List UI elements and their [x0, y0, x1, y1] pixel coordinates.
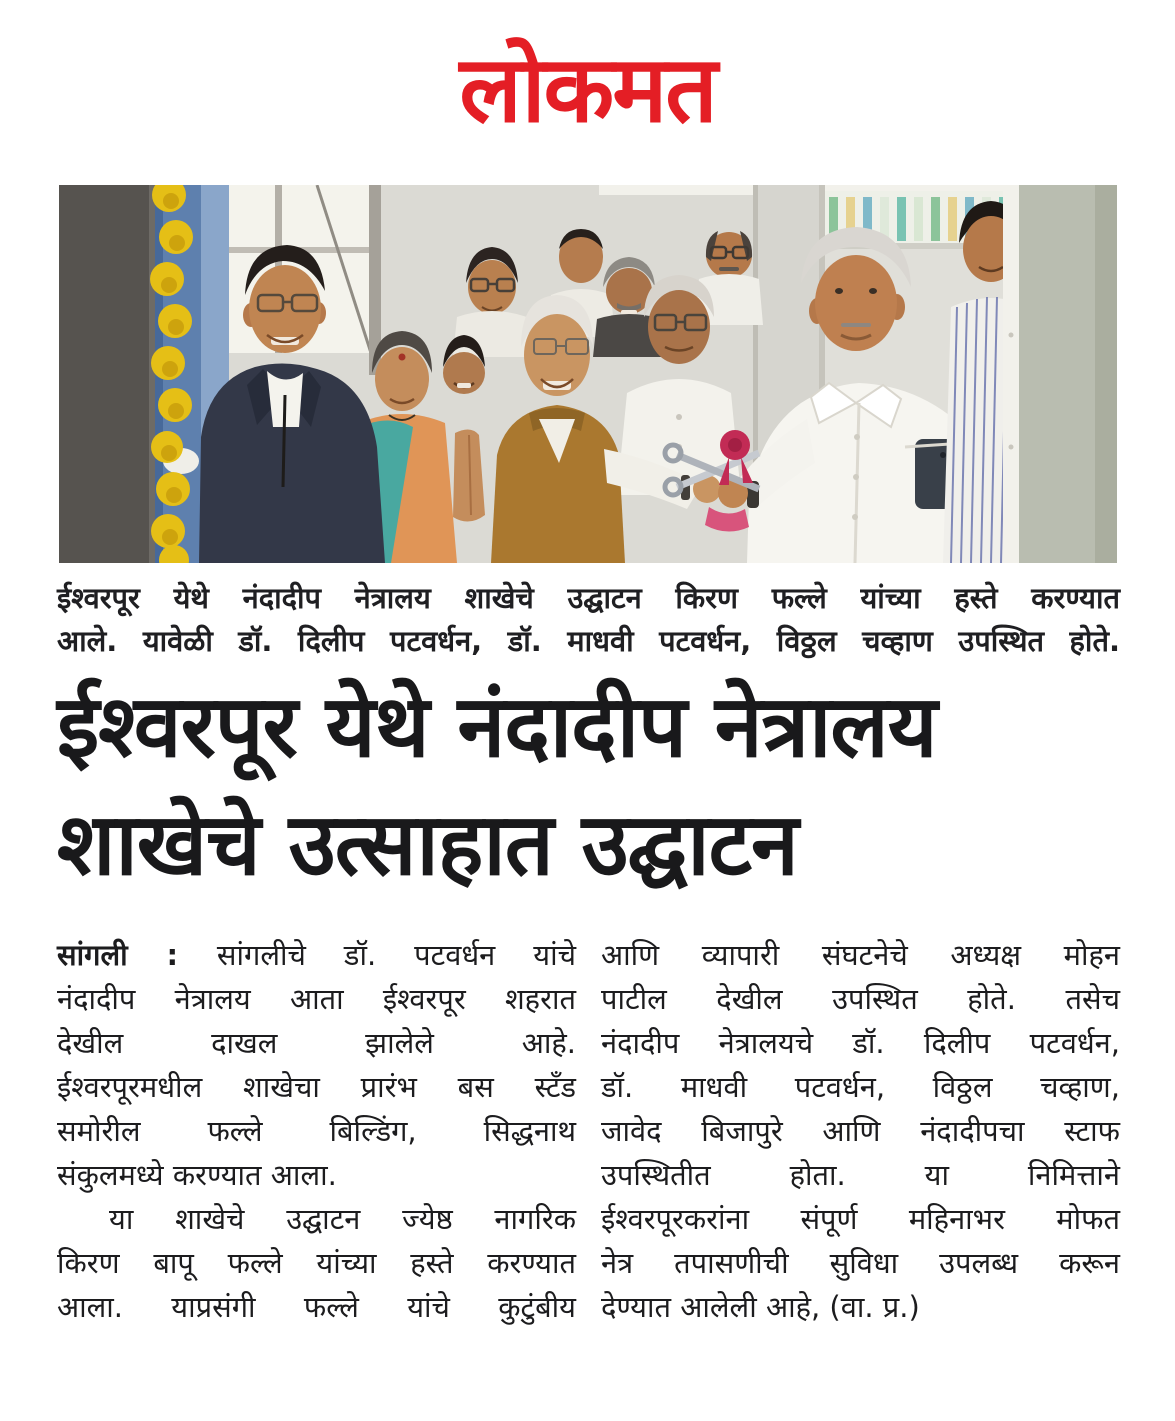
body-text: जावेद बिजापुरे आणि नंदादीपचा स्टाफ — [601, 1114, 1120, 1148]
body-text: नंदादीप नेत्रालयचे डॉ. दिलीप पटवर्धन, — [601, 1026, 1120, 1060]
body-text: ईश्वरपूरमधील शाखेचा प्रारंभ बस स्टँड — [57, 1070, 576, 1104]
body-text: देखील दाखल झालेले आहे. — [57, 1026, 576, 1060]
body-text: सांगलीचे डॉ. पटवर्धन यांचे — [216, 938, 576, 972]
body-text-line — [57, 1197, 576, 1241]
body-text-line — [601, 1197, 1120, 1241]
dateline: सांगली : — [57, 938, 217, 972]
caption-line: ईश्वरपूर येथे नंदादीप नेत्रालय शाखेचे उद्घाटन किरण फल्ले यांच्या हस्ते करण्यात — [57, 581, 1120, 615]
body-text: देण्यात आलेली आहे, (वा. प्र.) — [601, 1290, 920, 1324]
article-headline — [57, 668, 1120, 904]
body-text-line — [601, 1241, 1120, 1285]
body-text: नंदादीप नेत्रालय आता ईश्वरपूर शहरात — [57, 982, 576, 1016]
lokmat-logo: लोकमत — [459, 36, 716, 143]
article-photo — [59, 185, 1117, 563]
photo-illustration — [59, 185, 1117, 563]
body-column-right — [601, 933, 1120, 1329]
body-text: डॉ. माधवी पटवर्धन, विठ्ठल चव्हाण, — [601, 1070, 1120, 1104]
body-text-line — [601, 977, 1120, 1021]
body-text: आला. याप्रसंगी फल्ले यांचे कुटुंबीय — [57, 1290, 576, 1324]
photo-caption — [57, 577, 1120, 663]
body-text: उपस्थितीत होता. या निमित्ताने — [601, 1158, 1120, 1192]
body-text-line — [57, 1153, 576, 1197]
body-text: ईश्वरपूरकरांना संपूर्ण महिनाभर मोफत — [601, 1202, 1120, 1236]
body-text: पाटील देखील उपस्थित होते. तसेच — [601, 982, 1120, 1016]
body-text: आणि व्यापारी संघटनेचे अध्यक्ष मोहन — [601, 938, 1120, 972]
body-text: समोरील फल्ले बिल्डिंग, सिद्धनाथ — [57, 1114, 576, 1148]
body-text-line — [57, 1241, 576, 1285]
body-text: किरण बापू फल्ले यांच्या हस्ते करण्यात — [57, 1246, 576, 1280]
body-text-line — [57, 1065, 576, 1109]
body-text-line — [601, 1153, 1120, 1197]
body-text: नेत्र तपासणीची सुविधा उपलब्ध करून — [601, 1246, 1120, 1280]
headline-line: ईश्वरपूर येथे नंदादीप नेत्रालय — [57, 677, 937, 777]
body-text-line — [601, 1021, 1120, 1065]
body-text-line — [57, 933, 576, 977]
body-text-line — [601, 1065, 1120, 1109]
body-text-line — [601, 1109, 1120, 1153]
body-text: संकुलमध्ये करण्यात आला. — [57, 1158, 337, 1192]
body-text-line — [57, 1021, 576, 1065]
body-text-line — [57, 1285, 576, 1329]
caption-line: आले. यावेळी डॉ. दिलीप पटवर्धन, डॉ. माधवी पटवर्धन, विठ्ठल चव्हाण उपस्थित होते. — [57, 624, 1120, 658]
body-text-line — [601, 933, 1120, 977]
article-body — [57, 933, 1120, 1329]
body-column-left — [57, 933, 576, 1329]
body-text: या शाखेचे उद्घाटन ज्येष्ठ नागरिक — [109, 1202, 576, 1236]
body-text-line — [57, 977, 576, 1021]
body-text-line — [57, 1109, 576, 1153]
masthead — [0, 36, 1175, 143]
right-door — [1003, 185, 1117, 563]
body-text-line — [601, 1285, 1120, 1329]
headline-line: शाखेचे उत्साहात उद्घाटन — [57, 795, 798, 895]
